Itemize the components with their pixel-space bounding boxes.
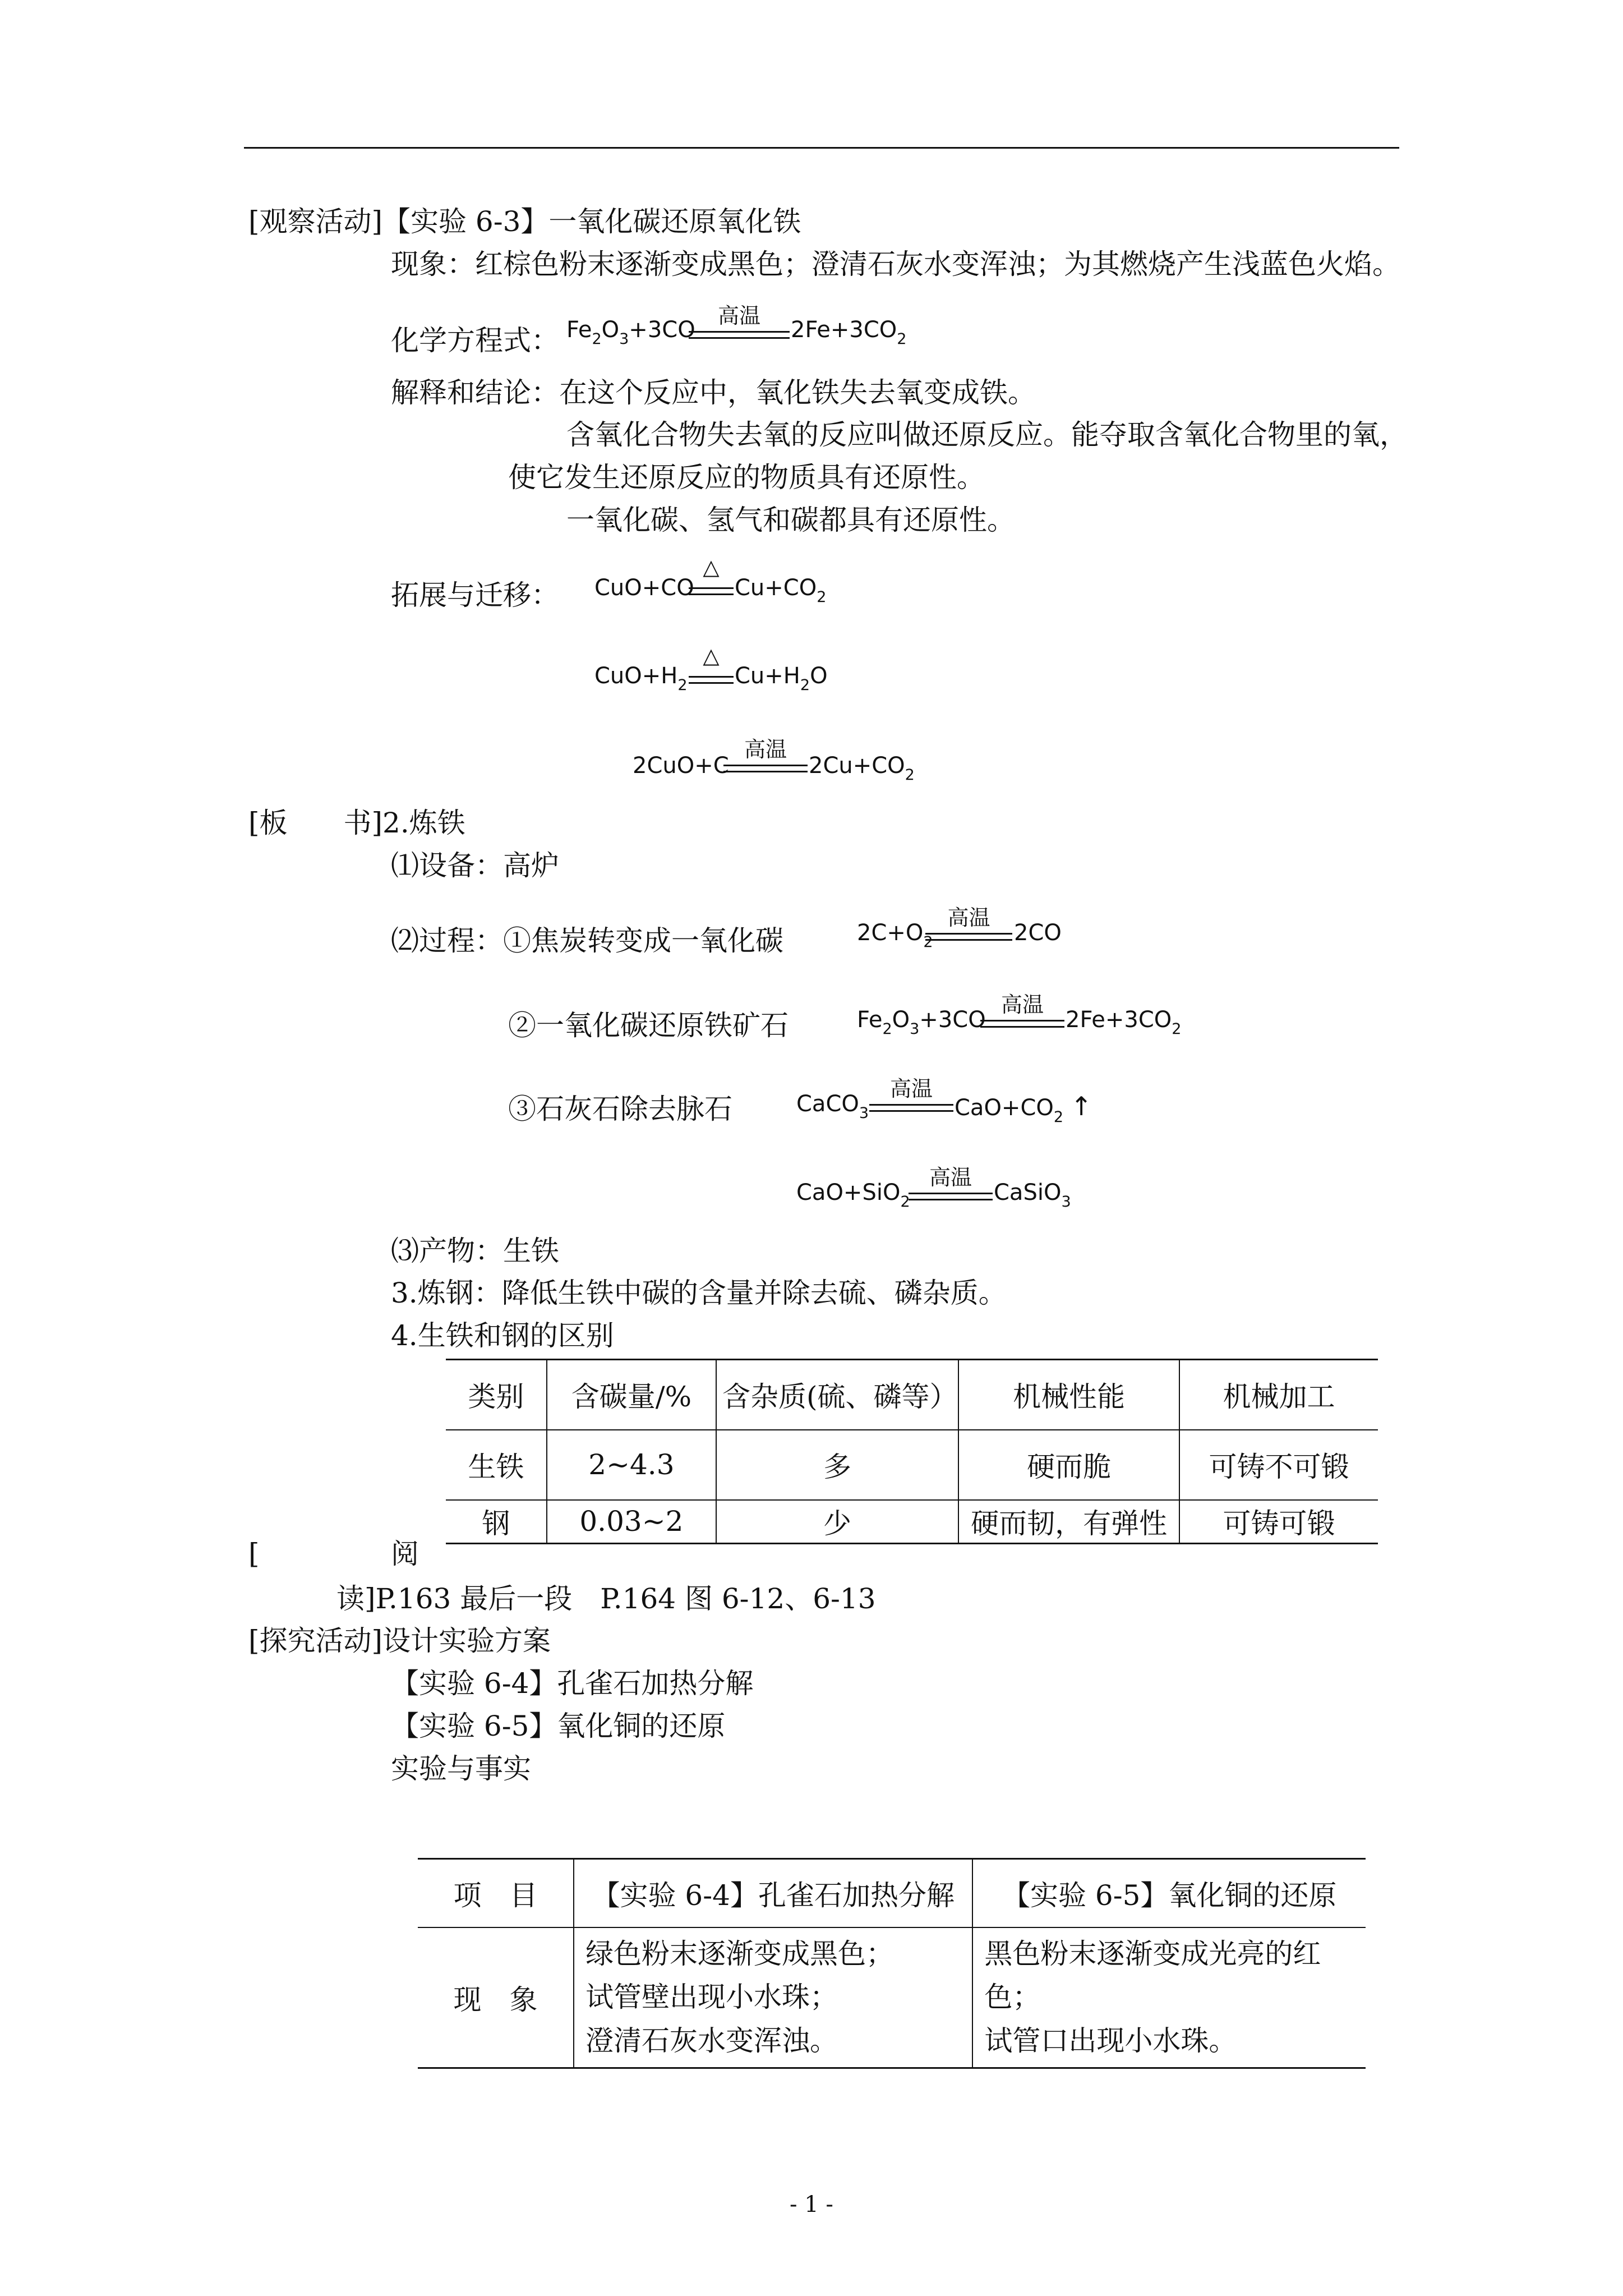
equation-products: $Cu+CO_2$ xyxy=(735,575,827,606)
table-cell: 硬而脆 xyxy=(958,1430,1179,1500)
table-header-cell: 机械加工 xyxy=(1179,1360,1378,1430)
table-header-cell: 机械性能 xyxy=(958,1360,1179,1430)
reading-bracket: [ xyxy=(248,1538,260,1570)
explore-exp-6-5: 【实验 6-5】氧化铜的还原 xyxy=(391,1710,726,1742)
cell-line: 试管壁出现小水珠； xyxy=(585,1981,838,2013)
cell-line: 绿色粉末逐渐变成黑色； xyxy=(585,1937,895,1970)
board-equipment: ⑴设备：高炉 xyxy=(391,849,559,882)
table-row xyxy=(418,1927,1366,2068)
board-heading: [板 书]2.炼铁 xyxy=(248,807,465,839)
explore-exp-6-4: 【实验 6-4】孔雀石加热分解 xyxy=(391,1667,754,1700)
gas-arrow-icon: ↑ xyxy=(1070,1091,1092,1121)
table-header-row xyxy=(418,1859,1366,1927)
table-row xyxy=(446,1430,1378,1500)
table-cell: 少 xyxy=(716,1500,958,1544)
equation-cuo-h2: $CuO+H_2$ xyxy=(594,663,688,694)
table-cell: 0.03~2 xyxy=(547,1500,716,1544)
board-diff-title: 4.生铁和钢的区别 xyxy=(391,1319,614,1352)
equation-label: 化学方程式： xyxy=(391,324,559,357)
table-row xyxy=(446,1500,1378,1544)
explain-line-3: 使它发生还原反应的物质具有还原性。 xyxy=(508,461,985,494)
iron-steel-table xyxy=(446,1359,1378,1544)
condition-heat: △ xyxy=(703,643,720,668)
condition-high-temp: 高温 xyxy=(744,737,787,762)
table-header-cell: 类别 xyxy=(446,1360,547,1430)
table-header-cell: 含杂质(硫、磷等） xyxy=(716,1360,958,1430)
experiment-table xyxy=(418,1858,1366,2069)
table-header-cell: 【实验 6-4】孔雀石加热分解 xyxy=(574,1859,972,1927)
table-cell xyxy=(972,1927,1366,2068)
equation-products: $2Cu+CO_2$ xyxy=(809,753,915,784)
equation-cuo-c: 2CuO+C xyxy=(633,753,729,779)
condition-high-temp: 高温 xyxy=(929,1165,972,1190)
equation-products: $2Fe+3CO_2$ xyxy=(791,317,907,348)
equation-products: $2Fe+3CO_2$ xyxy=(1066,1007,1182,1038)
explore-heading: [探究活动]设计实验方案 xyxy=(248,1625,551,1657)
header-rule xyxy=(244,147,1399,149)
equation-caco3: CaCO$_3$ xyxy=(796,1091,869,1122)
equation-c-o2: $2C+O_2$ xyxy=(857,920,933,951)
table-cell: 可铸不可锻 xyxy=(1179,1430,1378,1500)
board-steel: 3.炼钢：降低生铁中碳的含量并除去硫、磷杂质。 xyxy=(391,1277,1007,1309)
condition-heat: △ xyxy=(703,555,720,579)
cell-line: 试管口出现小水珠。 xyxy=(984,2024,1237,2057)
equation-products: $CaO+CO_2$ ↑ xyxy=(955,1091,1092,1126)
table-cell: 现 象 xyxy=(418,1927,574,2068)
cell-line: 黑色粉末逐渐变成光亮的红 xyxy=(984,1937,1321,1970)
page-number: - 1 - xyxy=(790,2192,833,2217)
observe-heading: [观察活动]【实验 6-3】一氧化碳还原氧化铁 xyxy=(248,205,801,238)
board-process: ⑵过程：①焦炭转变成一氧化碳 xyxy=(391,924,783,957)
equation-products: 2CO xyxy=(1014,920,1062,946)
condition-high-temp: 高温 xyxy=(1000,992,1044,1017)
board-step-2: ②一氧化碳还原铁矿石 xyxy=(508,1009,789,1042)
equation-cuo-co: CuO+CO xyxy=(594,575,694,601)
condition-high-temp: 高温 xyxy=(889,1076,933,1101)
condition-high-temp: 高温 xyxy=(947,905,990,930)
table-cell: 生铁 xyxy=(446,1430,547,1500)
equation-fe2o3-co: $Fe_2O_3+3CO$ xyxy=(857,1007,986,1038)
equation-products: CaSiO$_3$ xyxy=(994,1180,1071,1211)
board-step-3: ③石灰石除去脉石 xyxy=(508,1093,732,1125)
equation-products: $Cu+H_2O$ xyxy=(735,663,828,694)
table-cell: 硬而韧，有弹性 xyxy=(958,1500,1179,1544)
table-cell: 2~4.3 xyxy=(547,1430,716,1500)
table-header-row xyxy=(446,1360,1378,1430)
reading-yue: 阅 xyxy=(391,1538,419,1570)
condition-high-temp: 高温 xyxy=(717,303,760,328)
extend-label: 拓展与迁移： xyxy=(391,579,559,611)
explain-line-1: 解释和结论：在这个反应中，氧化铁失去氧变成铁。 xyxy=(391,376,1036,409)
reading-line: 读]P.163 最后一段 P.164 图 6-12、6-13 xyxy=(336,1582,876,1615)
table-header-cell: 【实验 6-5】氧化铜的还原 xyxy=(972,1859,1366,1927)
table-header-cell: 项 目 xyxy=(418,1859,574,1927)
table-header-cell: 含碳量/% xyxy=(547,1360,716,1430)
equation-cao-sio2: CaO+SiO$_2$ xyxy=(796,1180,910,1211)
explain-line-2: 含氧化合物失去氧的反应叫做还原反应。能夺取含氧化合物里的氧， xyxy=(566,418,1408,451)
observe-phenomenon: 现象：红棕色粉末逐渐变成黑色；澄清石灰水变浑浊；为其燃烧产生浅蓝色火焰。 xyxy=(391,248,1400,280)
table-cell: 钢 xyxy=(446,1500,547,1544)
table-cell: 可铸可锻 xyxy=(1179,1500,1378,1544)
cell-line: 澄清石灰水变浑浊。 xyxy=(585,2024,838,2057)
equation-fe2o3-co: $Fe_2O_3+3CO$ xyxy=(566,317,695,348)
explain-line-4: 一氧化碳、氢气和碳都具有还原性。 xyxy=(566,504,1015,536)
cell-line: 色； xyxy=(984,1981,1041,2013)
table-cell: 多 xyxy=(716,1430,958,1500)
table-cell xyxy=(574,1927,972,2068)
explore-facts: 实验与事实 xyxy=(391,1752,531,1785)
board-product: ⑶产物：生铁 xyxy=(391,1235,559,1267)
